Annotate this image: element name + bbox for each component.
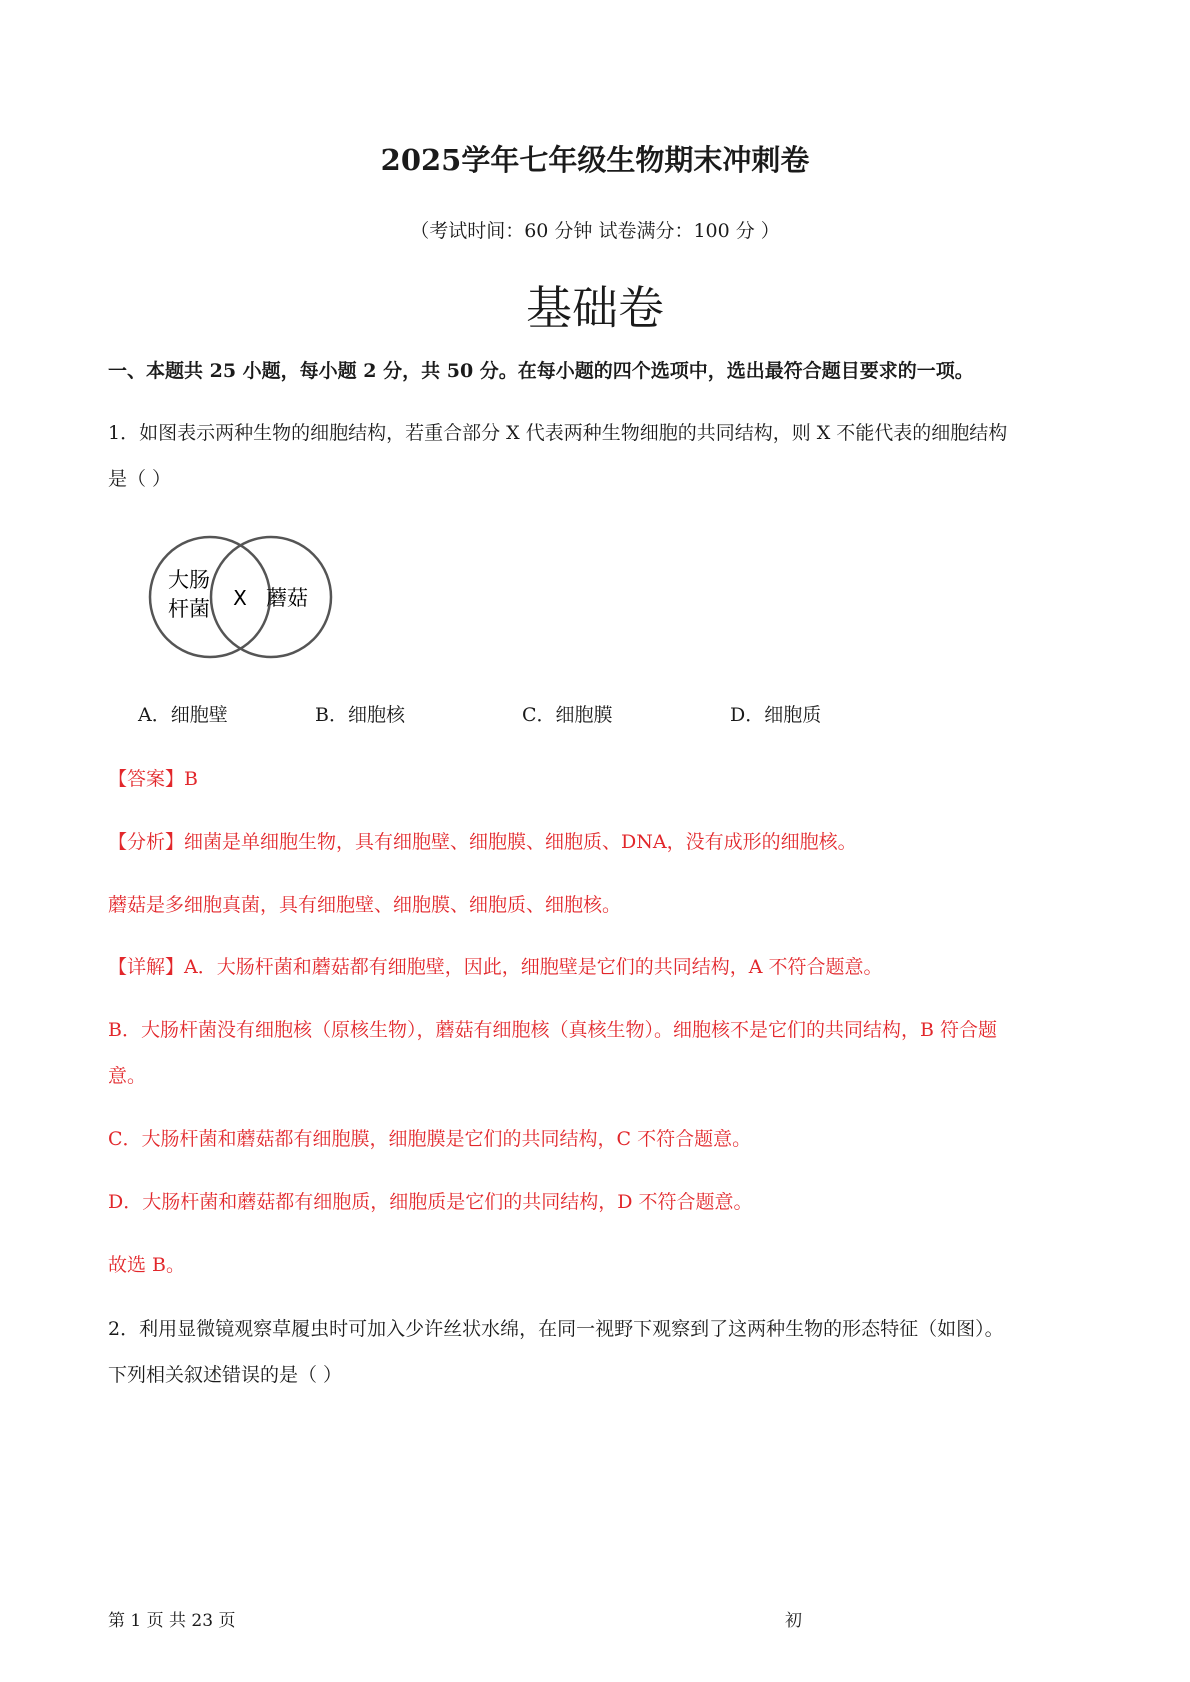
q1-conclusion: 故选 B。 [108, 1254, 186, 1276]
venn-center-label: X [233, 586, 247, 610]
q2-stem-line2: 下列相关叙述错误的是（ ） [108, 1364, 343, 1386]
q1-answer: 【答案】B [108, 768, 198, 790]
q1-option-a: A．细胞壁 [138, 704, 228, 726]
q2-stem-line1: 2．利用显微镜观察草履虫时可加入少许丝状水绵，在同一视野下观察到了这两种生物的形态特征（如图）。 [108, 1318, 1004, 1340]
footer-right-text: 初 [785, 1611, 802, 1631]
page-title: 2025学年七年级生物期末冲刺卷 [380, 143, 810, 177]
q1-detail-b-line2: 意。 [108, 1065, 147, 1087]
q1-detail-c: C．大肠杆菌和蘑菇都有细胞膜，细胞膜是它们的共同结构，C 不符合题意。 [108, 1128, 752, 1150]
detail-label: 【详解】 [108, 956, 185, 978]
venn-diagram [118, 532, 348, 662]
q1-detail-d: D．大肠杆菌和蘑菇都有细胞质，细胞质是它们的共同结构，D 不符合题意。 [108, 1191, 753, 1213]
page-number: 第 1 页 共 23 页 [108, 1611, 236, 1631]
venn-left-label-2: 杆菌 [168, 597, 210, 621]
q1-analysis [108, 827, 857, 854]
exam-info: （考试时间：60 分钟 试卷满分：100 分 ） [410, 220, 780, 242]
q1-option-d: D．细胞质 [730, 704, 822, 726]
section-heading: 一、本题共 25 小题，每小题 2 分，共 50 分。在每小题的四个选项中，选出最符合题目要求的一项。 [108, 360, 974, 382]
venn-right-label: 蘑菇 [266, 586, 308, 610]
q1-stem-line1: 1．如图表示两种生物的细胞结构，若重合部分 X 代表两种生物细胞的共同结构，则 X 不能代表的细胞结构 [108, 422, 1008, 444]
analysis-label: 【分析】 [108, 831, 185, 853]
q1-option-c: C．细胞膜 [522, 704, 613, 726]
q1-option-b: B．细胞核 [315, 704, 405, 726]
q1-analysis-line2: 蘑菇是多细胞真菌，具有细胞壁、细胞膜、细胞质、细胞核。 [108, 894, 622, 916]
volume-title: 基础卷 [526, 281, 664, 335]
analysis-text: 细菌是单细胞生物，具有细胞壁、细胞膜、细胞质、DNA，没有成形的细胞核。 [184, 831, 857, 853]
q1-stem-line2: 是（ ） [108, 468, 172, 490]
q1-detail-a [108, 952, 883, 979]
q1-detail-b-line1: B．大肠杆菌没有细胞核（原核生物），蘑菇有细胞核（真核生物）。细胞核不是它们的共同结构，B 符合题 [108, 1019, 997, 1041]
venn-left-label-1: 大肠 [168, 568, 210, 592]
detail-a-text: A．大肠杆菌和蘑菇都有细胞壁，因此，细胞壁是它们的共同结构，A 不符合题意。 [184, 956, 883, 978]
